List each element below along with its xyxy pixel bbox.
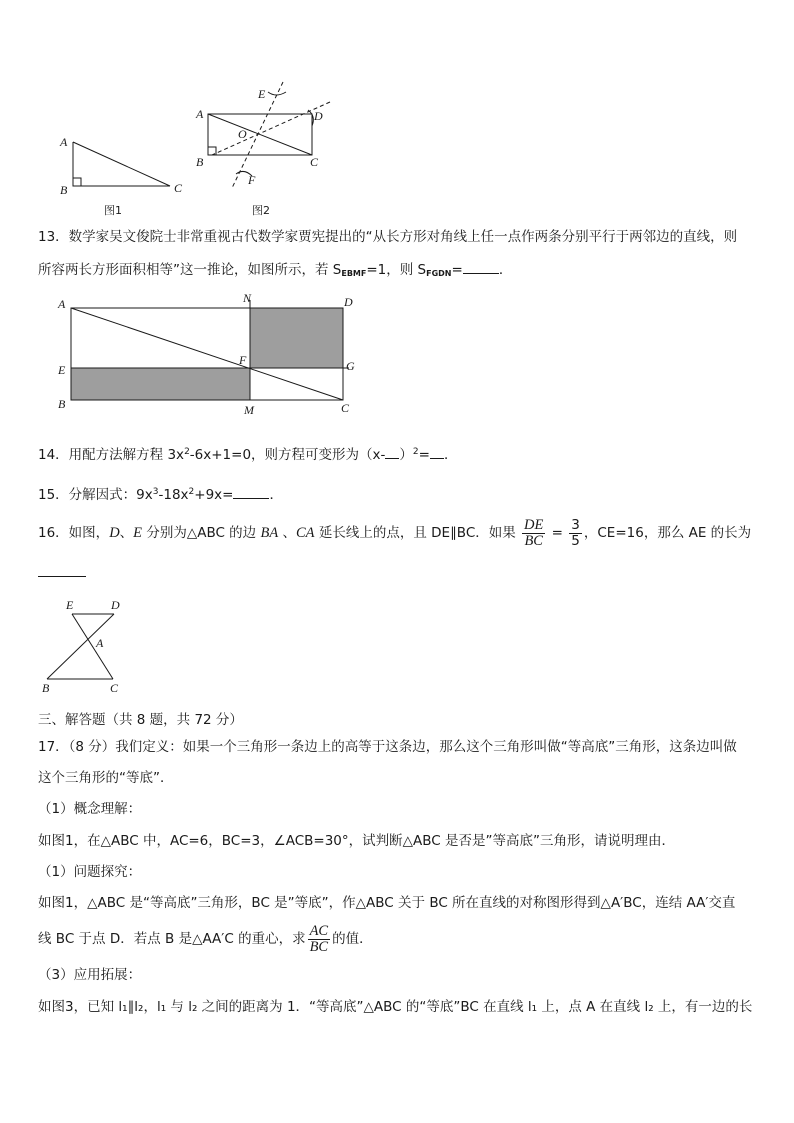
q16-eq: = xyxy=(547,525,568,541)
q16-d: D xyxy=(109,525,120,541)
q14-line xyxy=(38,443,457,464)
q16-fraction-3-5 xyxy=(569,518,582,549)
q16-frac1-num: DE xyxy=(524,516,544,533)
q14-eq: = xyxy=(418,447,430,463)
fig2-label-a: A xyxy=(196,107,204,121)
q16-fig-label-b: B xyxy=(42,681,50,695)
q14-close: ） xyxy=(399,447,413,463)
q16-fig-label-c: C xyxy=(110,681,119,695)
q17-part3-title: （3）应用拓展： xyxy=(38,967,142,983)
q14-blank-1[interactable] xyxy=(385,444,399,459)
q16-e: E xyxy=(133,525,143,541)
q14-blank-2[interactable] xyxy=(430,444,444,459)
q16-mid1: 分别为△ABC 的边 xyxy=(142,525,261,541)
q16-frac1-den: BC xyxy=(524,532,543,549)
q13-line2-mid: =1，则 S xyxy=(366,262,427,278)
q14-mid: -6x+1=0，则方程可变形为（x- xyxy=(189,447,386,463)
fig2-caption: 图2 xyxy=(252,204,270,217)
fig1-label-b: B xyxy=(60,183,68,197)
q13-line2-post: = xyxy=(451,262,463,278)
q15-answer-blank[interactable] xyxy=(233,484,269,499)
q16-sep: 、 xyxy=(119,525,134,541)
q16-fraction-de-bc xyxy=(522,518,545,549)
q16-ba: BA xyxy=(260,525,279,541)
q16-fig-label-e: E xyxy=(66,598,74,612)
section-3-heading: 三、解答题（共 8 题，共 72 分） xyxy=(38,712,243,728)
figure-2 xyxy=(195,82,330,217)
fig2-label-f: F xyxy=(248,173,256,187)
q13-line2-pre: 所容两长方形面积相等”这一推论，如图所示，若 S xyxy=(38,262,342,278)
q16-mid3: 延长线上的点，且 DE∥BC．如果 xyxy=(314,525,521,541)
q15-b: +9x= xyxy=(194,487,234,503)
q17-part3-body: 如图3，已知 l₁∥l₂，l₁ 与 l₂ 之间的距离为 1．“等高底”△ABC 的“等底”BC 在直线 l₁ 上，点 A 在直线 l₂ 上，有一边的长 xyxy=(38,999,753,1015)
q15-end: ． xyxy=(269,487,283,503)
q15-pre: 15．分解因式：9x xyxy=(38,487,153,503)
q16-answer-blank[interactable] xyxy=(38,562,86,577)
fig1-label-c: C xyxy=(174,181,183,195)
q13-fig-label-m: M xyxy=(244,403,254,417)
fig1-caption: 图1 xyxy=(104,204,122,217)
q17-part1-body: 如图1，在△ABC 中，AC=6，BC=3，∠ACB=30°，试判断△ABC 是否是”等高底”三角形，请说明理由． xyxy=(38,833,675,849)
q13-line2 xyxy=(38,259,512,283)
q17-line1: 17．（8 分）我们定义：如果一个三角形一条边上的高等于这条边，那么这个三角形叫做“等高底”三角形，这条边叫做 xyxy=(38,739,737,755)
q13-fig-label-n: N xyxy=(243,291,252,305)
q17-part2-body2-pre: 线 BC 于点 D．若点 B 是△AA′C 的重心，求 xyxy=(38,931,306,947)
top-figures xyxy=(40,70,380,220)
q13-fig-label-d: D xyxy=(344,295,353,309)
q16-fig-label-a: A xyxy=(96,636,104,650)
fig2-label-b: B xyxy=(196,155,204,169)
q17-part2-title: （1）问题探究： xyxy=(38,864,142,880)
q17-fraction-ac-bc xyxy=(308,924,331,955)
q16-line xyxy=(38,516,751,550)
q16-frac2-den: 5 xyxy=(571,532,580,549)
q13-fig-label-a: A xyxy=(58,297,66,311)
figure-1 xyxy=(59,135,183,217)
q16-post: ，CE=16，那么 AE 的长为 xyxy=(583,525,752,541)
q14-end: ． xyxy=(443,447,458,463)
q16-mid2: 、 xyxy=(278,525,296,541)
q14-pre: 14．用配方法解方程 3x xyxy=(38,447,185,463)
q14-sup: 2 xyxy=(184,447,190,457)
q15-a: -18x xyxy=(158,487,189,503)
q13-figure xyxy=(52,290,372,418)
q13-fig-label-g: G xyxy=(346,359,355,373)
q14-sup2: 2 xyxy=(412,447,419,457)
q17-part2-body2 xyxy=(38,922,373,956)
q17-frac-den: BC xyxy=(309,938,329,955)
q15-sup1: 3 xyxy=(152,487,159,497)
q13-end: ． xyxy=(498,262,513,278)
q13-fig-label-f: F xyxy=(239,353,247,367)
q13-fig-label-b: B xyxy=(58,397,66,411)
q13-fig-label-e: E xyxy=(58,363,66,377)
fig2-label-c: C xyxy=(310,155,319,169)
q13-fig-label-c: C xyxy=(341,401,350,415)
fig2-label-e: E xyxy=(258,87,266,101)
fig1-label-a: A xyxy=(60,135,68,149)
q13-sub2: FGDN xyxy=(426,269,452,278)
q13-answer-blank[interactable] xyxy=(463,259,499,274)
q15-sup2: 2 xyxy=(188,487,195,497)
q16-fig-label-d: D xyxy=(111,598,120,612)
q16-ca: CA xyxy=(296,525,315,541)
q17-frac-num: AC xyxy=(309,922,329,939)
q17-part2-body1: 如图1，△ABC 是“等高底”三角形，BC 是”等底”，作△ABC 关于 BC 所在直线的对称图形得到△A′BC，连结 AA′交直 xyxy=(38,895,736,911)
q16-figure xyxy=(34,596,144,696)
q13-line1: 13．数学家吴文俊院士非常重视古代数学家贾宪提出的“从长方形对角线上任一点作两条分别平行于两邻边的直线，则 xyxy=(38,229,738,245)
fig2-label-o: O xyxy=(238,127,247,141)
q17-part1-title: （1）概念理解： xyxy=(38,801,142,817)
q15-line xyxy=(38,483,283,504)
q17-part2-body2-post: 的值． xyxy=(332,931,373,947)
q16-frac2-num: 3 xyxy=(571,516,580,533)
q16-pre: 16．如图， xyxy=(38,525,110,541)
q17-line2: 这个三角形的“等底”． xyxy=(38,770,174,786)
fig2-label-d: D xyxy=(314,109,323,123)
q13-sub1: EBMF xyxy=(341,269,367,278)
